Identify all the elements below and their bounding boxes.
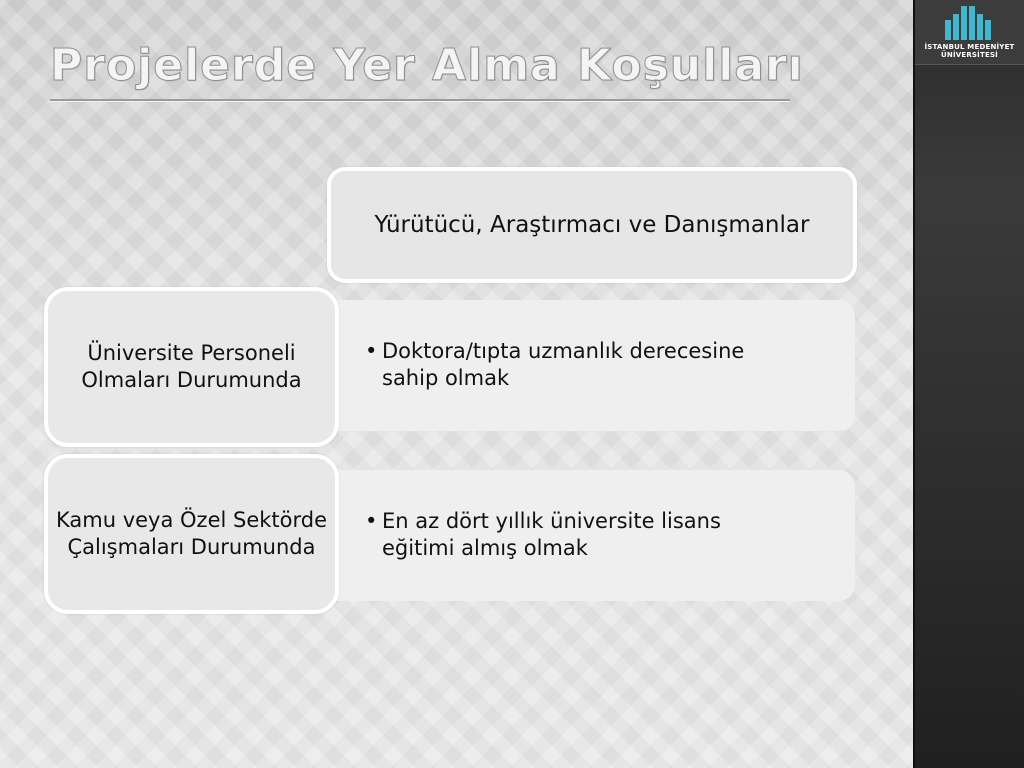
- university-logo: [915, 0, 1024, 65]
- label-box-sector-employees: [44, 454, 339, 614]
- side-band: [913, 0, 1024, 768]
- label-text-sector-employees: Kamu veya Özel Sektörde Çalışmaları Durumunda: [55, 508, 328, 559]
- logo-text-line-1: İSTANBUL MEDENİYET: [924, 43, 1015, 51]
- label-box-university-staff: [44, 287, 339, 447]
- bullet-marker: •: [365, 339, 378, 363]
- slide-title: Projelerde Yer Alma Koşulları: [50, 40, 804, 91]
- detail-text-sector: En az dört yıllık üniversite lisans eğitimi almış olmak: [382, 509, 721, 560]
- detail-box-sector: [310, 470, 855, 601]
- header-box: [327, 167, 857, 283]
- bullet-marker: •: [365, 509, 378, 533]
- logo-text-line-2: ÜNİVERSİTESİ: [941, 51, 998, 59]
- header-text: Yürütücü, Araştırmacı ve Danışmanlar: [374, 212, 810, 238]
- university-building-icon: [943, 4, 997, 42]
- detail-text-university: Doktora/tıpta uzmanlık derecesine sahip olmak: [382, 339, 745, 390]
- label-text-university-staff: Üniversite Personeli Olmaları Durumunda: [81, 341, 302, 392]
- detail-box-university: [310, 300, 855, 431]
- title-underline: [50, 99, 790, 101]
